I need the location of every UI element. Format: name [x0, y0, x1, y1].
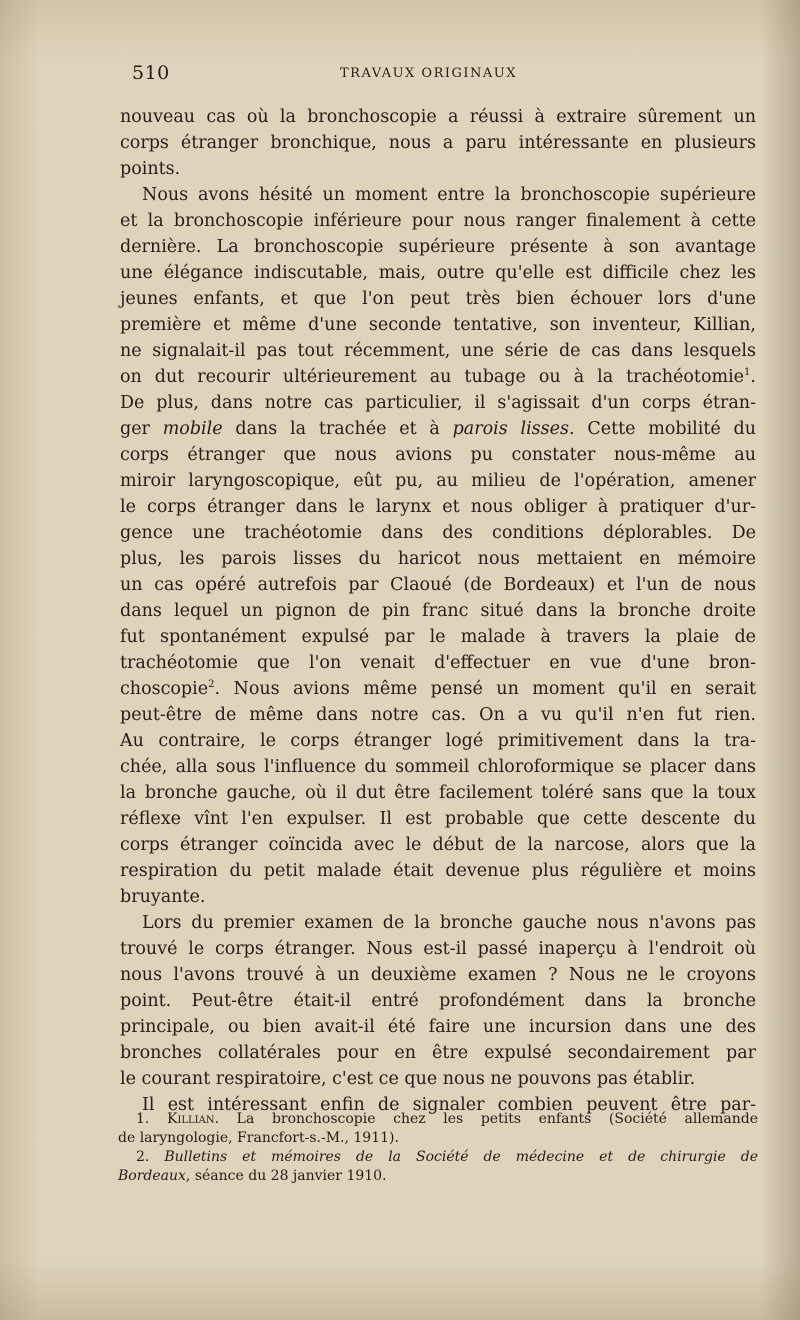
- text-line: Au contraire, le corps étranger logé primitivement dans la tra-: [120, 731, 756, 751]
- text-line: corps étranger que nous avions pu constater nous-même au: [120, 445, 756, 465]
- text-line: la bronche gauche, où il dut être facilement toléré sans que la toux: [120, 783, 756, 803]
- text-line: points.: [120, 159, 181, 179]
- text-line: [120, 676, 756, 702]
- text-line: réflexe vînt l'en expulser. Il est probable que cette descente du: [120, 809, 756, 829]
- text-line: première et même d'une seconde tentative, son inventeur, Killian,: [120, 315, 756, 335]
- footnote-number: 1.: [136, 1111, 167, 1127]
- footnotes: [118, 1110, 758, 1186]
- text-segment: . Nous avions même pensé un moment qu'il en serait: [214, 679, 756, 699]
- paragraph-start-line: Lors du premier examen de la bronche gauche nous n'avons pas: [142, 913, 756, 933]
- text-line: jeunes enfants, et que l'on peut très bien échouer lors d'une: [120, 289, 756, 309]
- text-segment: choscopie: [120, 679, 209, 699]
- page-header: [0, 62, 800, 92]
- text-segment: dans la trachée et à: [222, 419, 453, 439]
- footnote-text: . La bronchoscopie chez les petits enfants (Société allemande: [214, 1111, 758, 1127]
- text-line: principale, ou bien avait-il été faire une incursion dans une des: [120, 1017, 756, 1037]
- footnote-number: 2.: [136, 1149, 165, 1165]
- running-head: TRAVAUX ORIGINAUX: [340, 66, 518, 81]
- footnote-journal-title: Bulletins et mémoires de la Société de médecine et de chirurgie de: [164, 1149, 758, 1165]
- text-line: [120, 416, 756, 442]
- text-line: peut-être de même dans notre cas. On a vu qu'il n'en fut rien.: [120, 705, 756, 725]
- text-segment: on dut recourir ultérieurement au tubage ou à la trachéotomie: [120, 367, 745, 387]
- text-line: et la bronchoscopie inférieure pour nous ranger finalement à cette: [120, 211, 756, 231]
- text-line: bruyante.: [120, 887, 206, 907]
- text-segment: ger: [120, 419, 163, 439]
- text-line: chée, alla sous l'influence du sommeil chloroformique se placer dans: [120, 757, 756, 777]
- text-line: [120, 364, 756, 390]
- text-line: ne signalait-il pas tout récemment, une série de cas dans lesquels: [120, 341, 756, 361]
- paragraph-start-line: Il est intéressant enfin de signaler combien peuvent être par-: [142, 1095, 756, 1115]
- text-line: corps étranger bronchique, nous a paru intéressante en plusieurs: [120, 133, 756, 153]
- text-line: dernière. La bronchoscopie supérieure présente à son avantage: [120, 237, 756, 257]
- paragraph-start-line: Nous avons hésité un moment entre la bronchoscopie supérieure: [142, 185, 756, 205]
- footnote-1-continued: de laryngologie, Francfort-s.-M., 1911).: [118, 1130, 399, 1146]
- text-line: trachéotomie que l'on venait d'effectuer en vue d'une bron-: [120, 653, 756, 673]
- text-line: De plus, dans notre cas particulier, il s'agissait d'un corps étran-: [120, 393, 756, 413]
- text-segment: .: [750, 367, 756, 387]
- text-line: bronches collatérales pour en être expulsé secondairement par: [120, 1043, 756, 1063]
- text-line: le corps étranger dans le larynx et nous obliger à pratiquer d'ur-: [120, 497, 756, 517]
- footnote-ref-2: 2: [208, 679, 215, 690]
- text-line: fut spontanément expulsé par le malade à travers la plaie de: [120, 627, 756, 647]
- text-line: miroir laryngoscopique, eût pu, au milieu de l'opération, amener: [120, 471, 756, 491]
- italic-term-mobile: mobile: [162, 419, 223, 439]
- text-line: nouveau cas où la bronchoscopie a réussi à extraire sûrement un: [120, 107, 756, 127]
- text-line: le courant respiratoire, c'est ce que nous ne pouvons pas établir.: [120, 1069, 696, 1089]
- text-line: point. Peut-être était-il entré profondément dans la bronche: [120, 991, 756, 1011]
- footnote-1: [118, 1110, 758, 1129]
- text-line: nous l'avons trouvé à un deuxième examen ? Nous ne le croyons: [120, 965, 756, 985]
- text-line: une élégance indiscutable, mais, outre qu'elle est difficile chez les: [120, 263, 756, 283]
- page-number: 510: [132, 62, 170, 84]
- body-text: [120, 104, 756, 1118]
- text-line: gence une trachéotomie dans des conditions déplorables. De: [120, 523, 756, 543]
- italic-term-parois-lisses: parois lisses: [452, 419, 569, 439]
- text-line: dans lequel un pignon de pin franc situé dans la bronche droite: [120, 601, 756, 621]
- footnote-2: [118, 1148, 758, 1167]
- text-line: respiration du petit malade était devenue plus régulière et moins: [120, 861, 756, 881]
- text-line: un cas opéré autrefois par Claoué (de Bordeaux) et l'un de nous: [120, 575, 756, 595]
- footnote-author: Killian: [166, 1111, 215, 1127]
- text-segment: . Cette mobilité du: [568, 419, 757, 439]
- text-line: corps étranger coïncida avec le début de la narcose, alors que la: [120, 835, 756, 855]
- text-line: trouvé le corps étranger. Nous est-il passé inaperçu à l'endroit où: [120, 939, 756, 959]
- footnote-journal-title: Bordeaux: [118, 1168, 186, 1184]
- footnote-2-continued: [118, 1167, 758, 1186]
- footnote-text: , séance du 28 janvier 1910.: [185, 1168, 387, 1184]
- footnote-ref-1: 1: [744, 367, 751, 378]
- text-line: plus, les parois lisses du haricot nous mettaient en mémoire: [120, 549, 756, 569]
